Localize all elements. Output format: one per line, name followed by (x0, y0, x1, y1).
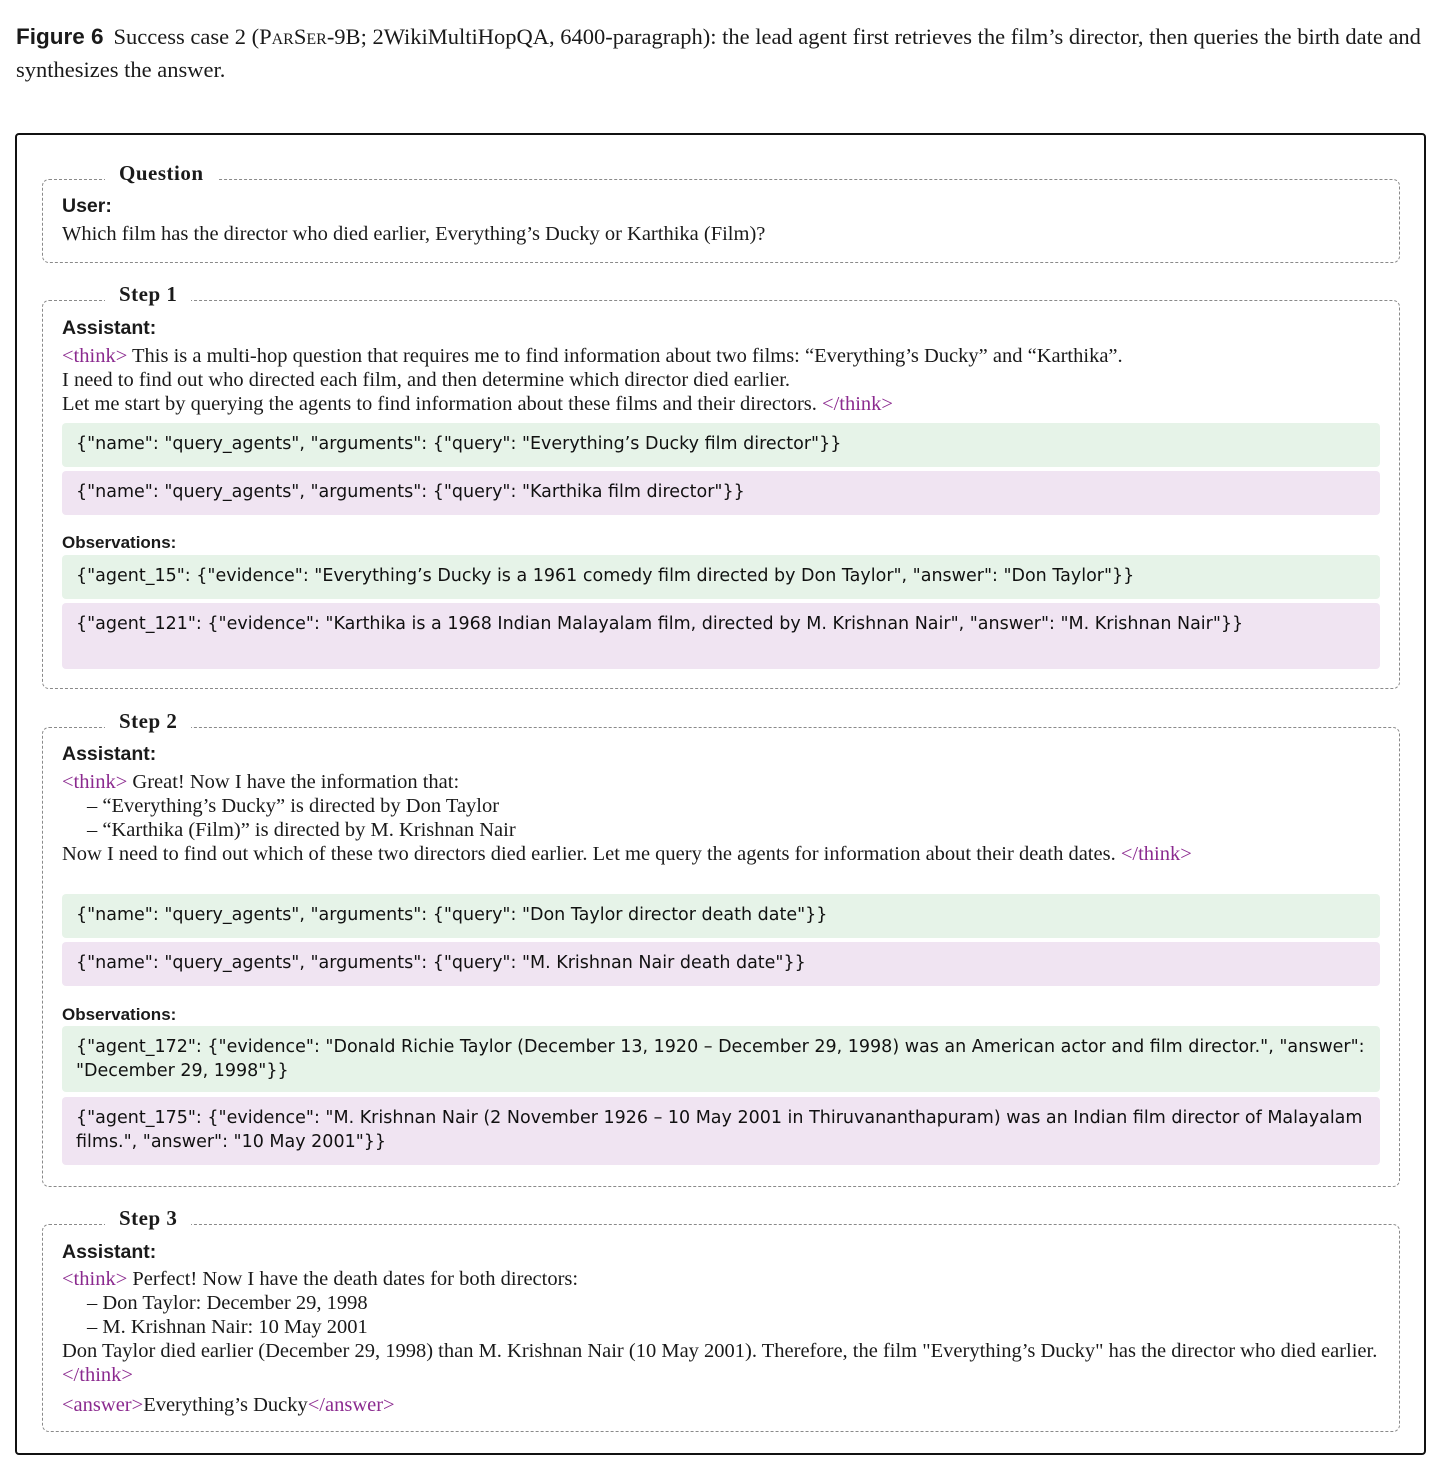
step1-tool-call-1: {"name": "query_agents", "arguments": {"query": "Everything’s Ducky film director"}} (62, 423, 1380, 467)
step2-title: Step 2 (105, 709, 191, 733)
caption-model-name: ParSer (259, 24, 327, 49)
caption-text-after: -9B; 2WikiMultiHopQA, 6400-paragraph): the lead agent first retrieves the film’s director, then queries the birth date and synthesizes the answer. (16, 24, 1421, 82)
step3-bullet-1: – Don Taylor: December 29, 1998 (87, 1292, 368, 1314)
step1-observation-2: {"agent_121": {"evidence": "Karthika is a 1968 Indian Malayalam film, directed by M. Krishnan Nair", "answer": "M. Krishnan Nair"}} (62, 603, 1380, 669)
think-close-tag: </think> (1120, 843, 1192, 865)
step2-think-text1: Great! Now I have the information that: (127, 771, 460, 793)
step1-tool-call-2: {"name": "query_agents", "arguments": {"query": "Karthika film director"}} (62, 471, 1380, 515)
figure-label: Figure 6 (16, 24, 104, 49)
step1-think-line2: I need to find out who directed each film, and then determine which director died earlier. (62, 369, 791, 391)
figure-caption (16, 20, 1428, 86)
answer-close-tag: </answer> (307, 1394, 395, 1416)
think-open-tag: <think> (62, 345, 128, 367)
step3-assistant-label: Assistant: (62, 1241, 157, 1263)
step3-think-line1 (62, 1267, 578, 1291)
answer-open-tag: <answer> (62, 1394, 144, 1416)
think-close-tag: </think> (62, 1364, 133, 1386)
step2-bullet-1: – “Everything’s Ducky” is directed by Don Taylor (87, 795, 500, 817)
question-text: Which film has the director who died earlier, Everything’s Ducky or Karthika (Film)? (62, 223, 766, 245)
step1-assistant-label: Assistant: (62, 317, 157, 339)
step1-title: Step 1 (105, 282, 191, 306)
think-open-tag: <think> (62, 771, 128, 793)
step1-observations-label: Observations: (62, 533, 177, 552)
step1-observation-1: {"agent_15": {"evidence": "Everything’s Ducky is a 1961 comedy film directed by Don Taylor", "answer": "Don Taylor"}} (62, 555, 1380, 599)
step3-think-text2: Don Taylor died earlier (December 29, 1998) than M. Krishnan Nair (10 May 2001). Therefore, the film "Everything’s Ducky" has the director who died earlier. (62, 1340, 1378, 1362)
step2-tool-call-2: {"name": "query_agents", "arguments": {"query": "M. Krishnan Nair death date"}} (62, 942, 1380, 986)
step1-think-text3: Let me start by querying the agents to find information about these films and their directors. (62, 393, 823, 415)
step1-think-text1: This is a multi-hop question that requires me to find information about two films: “Everything’s Ducky” and “Karthika”. (127, 345, 1123, 367)
final-answer: Everything’s Ducky (143, 1394, 308, 1416)
step1-think-line3 (62, 392, 893, 416)
step2-observations-label: Observations: (62, 1005, 177, 1024)
step2-think-line2 (62, 842, 1380, 866)
step3-bullet-2: – M. Krishnan Nair: 10 May 2001 (87, 1316, 368, 1338)
step2-observation-2: {"agent_175": {"evidence": "M. Krishnan Nair (2 November 1926 – 10 May 2001 in Thiruvananthapuram) was an Indian film director of Malayalam films.", "answer": "10 May 2001"}} (62, 1097, 1380, 1165)
user-role-label: User: (62, 195, 112, 217)
question-section (42, 161, 1400, 263)
think-close-tag: </think> (822, 393, 893, 415)
step2-think-text2: Now I need to find out which of these two directors died earlier. Let me query the agents for information about their death dates. (62, 843, 1121, 865)
step3-answer-line (62, 1393, 395, 1417)
think-open-tag: <think> (62, 1268, 128, 1290)
step3-think-text1: Perfect! Now I have the death dates for both directors: (127, 1268, 579, 1290)
step3-think-line2 (62, 1339, 1380, 1387)
step2-section (42, 709, 1400, 1187)
step2-observation-1: {"agent_172": {"evidence": "Donald Richie Taylor (December 13, 1920 – December 29, 1998) was an American actor and film director.", "answer": "December 29, 1998"}} (62, 1026, 1380, 1092)
step2-bullet-2: – “Karthika (Film)” is directed by M. Krishnan Nair (87, 819, 516, 841)
step2-think-line1 (62, 770, 459, 794)
caption-text-before: Success case 2 ( (113, 24, 260, 49)
step1-think-line1 (62, 344, 1123, 368)
step2-tool-call-1: {"name": "query_agents", "arguments": {"query": "Don Taylor director death date"}} (62, 894, 1380, 938)
step3-title: Step 3 (105, 1206, 191, 1230)
step3-section (42, 1206, 1400, 1432)
question-title: Question (105, 161, 218, 185)
step2-assistant-label: Assistant: (62, 743, 157, 765)
step1-section (42, 282, 1400, 689)
